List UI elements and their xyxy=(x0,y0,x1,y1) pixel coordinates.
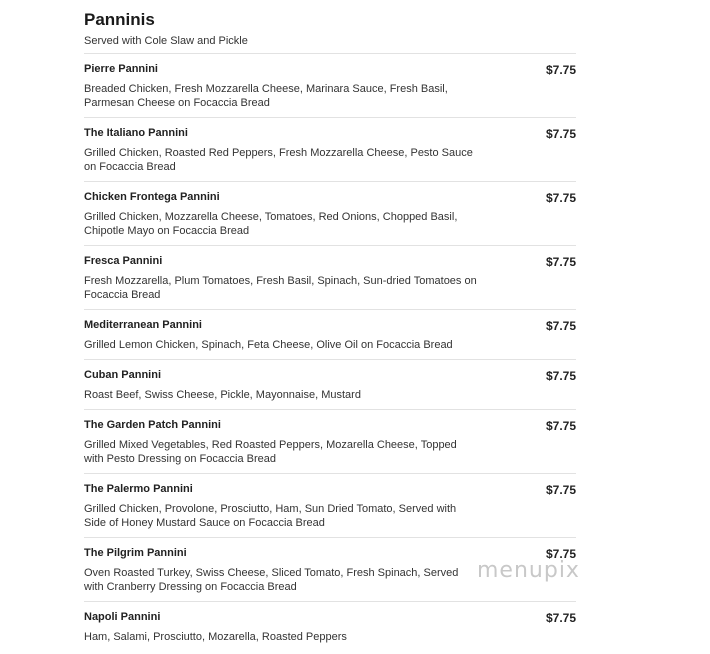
item-description: Roast Beef, Swiss Cheese, Pickle, Mayonnaise, Mustard xyxy=(84,389,361,401)
item-description: Grilled Chicken, Mozzarella Cheese, Tomatoes, Red Onions, Chopped Basil, Chipotle Mayo on Focaccia Bread xyxy=(84,211,458,237)
item-price: $7.75 xyxy=(545,63,576,77)
item-description: Grilled Mixed Vegetables, Red Roasted Peppers, Mozarella Cheese, Topped with Pesto Dressing on Focaccia Bread xyxy=(84,439,457,465)
section-subtitle: Served with Cole Slaw and Pickle xyxy=(84,35,248,47)
item-name: Mediterranean Pannini xyxy=(84,319,202,331)
menu-item xyxy=(84,409,576,473)
item-name: The Palermo Pannini xyxy=(84,483,193,495)
menu-item xyxy=(84,601,576,653)
menu-item xyxy=(84,245,576,309)
item-price: $7.75 xyxy=(545,127,576,141)
item-name: Pierre Pannini xyxy=(84,63,158,75)
menupix-watermark: menupix xyxy=(477,558,580,583)
item-name: The Pilgrim Pannini xyxy=(84,547,187,559)
item-price: $7.75 xyxy=(545,419,576,433)
menu-item xyxy=(84,53,576,117)
item-price: $7.75 xyxy=(545,611,576,625)
item-name: Napoli Pannini xyxy=(84,611,161,623)
item-price: $7.75 xyxy=(545,319,576,333)
item-price: $7.75 xyxy=(545,547,576,561)
menu-item xyxy=(84,117,576,181)
menu-item xyxy=(84,181,576,245)
item-price: $7.75 xyxy=(545,191,576,205)
item-name: Fresca Pannini xyxy=(84,255,163,267)
item-description: Ham, Salami, Prosciutto, Mozarella, Roasted Peppers xyxy=(84,631,347,643)
section-title: Panninis xyxy=(84,10,155,29)
item-price: $7.75 xyxy=(545,369,576,383)
menu-item xyxy=(84,309,576,359)
item-description: Breaded Chicken, Fresh Mozzarella Cheese, Marinara Sauce, Fresh Basil, Parmesan Cheese on Focaccia Bread xyxy=(84,83,448,109)
item-description: Oven Roasted Turkey, Swiss Cheese, Sliced Tomato, Fresh Spinach, Served with Cranberry Dressing on Focaccia Bread xyxy=(84,567,459,593)
menu-item xyxy=(84,359,576,409)
item-price: $7.75 xyxy=(545,483,576,497)
item-name: Cuban Pannini xyxy=(84,369,161,381)
item-description: Grilled Lemon Chicken, Spinach, Feta Cheese, Olive Oil on Focaccia Bread xyxy=(84,339,453,351)
item-description: Grilled Chicken, Provolone, Prosciutto, Ham, Sun Dried Tomato, Served with Side of Honey Mustard Sauce on Focaccia Bread xyxy=(84,503,457,529)
item-name: The Italiano Pannini xyxy=(84,127,188,139)
item-name: The Garden Patch Pannini xyxy=(84,419,221,431)
item-description: Fresh Mozzarella, Plum Tomatoes, Fresh Basil, Spinach, Sun-dried Tomatoes on Focaccia Bread xyxy=(84,275,477,301)
item-description: Grilled Chicken, Roasted Red Peppers, Fresh Mozzarella Cheese, Pesto Sauce on Focaccia Bread xyxy=(84,147,473,173)
item-price: $7.75 xyxy=(545,255,576,269)
menu-item xyxy=(84,473,576,537)
item-name: Chicken Frontega Pannini xyxy=(84,191,220,203)
